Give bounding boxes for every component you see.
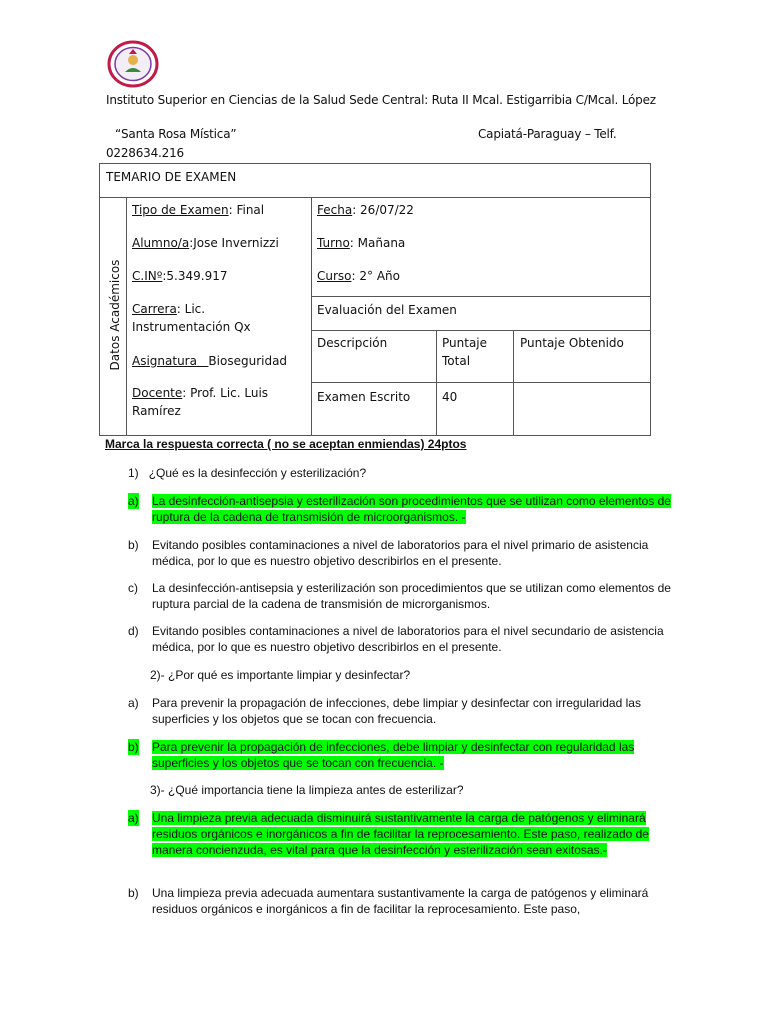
question-1-option-d: d) Evitando posibles contaminaciones a nivel de laboratorios para el nivel secundario de asistencia médica, por lo que es nuestro objetivo describirlos en el presente.	[128, 624, 664, 654]
vertical-label: Datos Académicos	[108, 259, 122, 371]
evaluacion-heading: Evaluación del Examen	[317, 303, 457, 317]
table-title: TEMARIO DE EXAMEN	[106, 170, 237, 184]
question-2-option-b: b) Para prevenir la propagación de infecciones, debe limpiar y desinfectar con regularidad las superficies y los objetos que se tocan con frecuencia. -	[128, 740, 635, 770]
question-1-option-c: c) La desinfección-antisepsia y esterilización son procedimientos que se utilizan como elementos de ruptura parcial de la cadena de transmisión de microrganismos.	[128, 581, 671, 611]
question-text: ¿Qué importancia tiene la limpieza antes de esterilizar?	[168, 783, 464, 797]
fecha: Fecha: 26/07/22	[317, 203, 414, 217]
curso: Curso: 2° Año	[317, 269, 400, 283]
question-number: 1)	[128, 466, 139, 480]
header-name: “Santa Rosa Mística”	[115, 127, 237, 141]
docente: Docente: Prof. Lic. Luis Ramírez	[132, 386, 269, 418]
col-puntaje-total: Puntaje Total	[442, 336, 488, 368]
row-puntaje-total: 40	[442, 390, 458, 404]
question-3	[150, 782, 464, 798]
question-3-option-a: a) Una limpieza previa adecuada disminuirá sustantivamente la carga de patógenos y eliminará residuos orgánicos e inorgánicos a fin de facilitar la reprocesamiento. Este paso, realizado de manera concienzuda, es vital para que la desinfección y esterilización sean exitosas.-	[128, 811, 649, 857]
question-number: 3)-	[150, 783, 165, 797]
header-phone: 0228634.216	[106, 146, 184, 160]
question-text: ¿Qué es la desinfección y esterilización?	[148, 466, 367, 480]
cedula: C.INº:5.349.917	[132, 269, 228, 283]
alumno: Alumno/a:Jose Invernizzi	[132, 236, 279, 250]
question-1-option-b: b) Evitando posibles contaminaciones a nivel de laboratorios para el nivel primario de asistencia médica, por lo que es nuestro objetivo describirlos en el presente.	[128, 538, 649, 568]
header-institution: Instituto Superior en Ciencias de la Salud Sede Central: Ruta II Mcal. Estigarribia C/Mcal. López	[106, 93, 656, 107]
header-location: Capiatá-Paraguay – Telf.	[478, 127, 617, 141]
row-descripcion: Examen Escrito	[317, 390, 411, 404]
turno: Turno: Mañana	[317, 236, 406, 250]
asignatura: Asignatura Bioseguridad	[132, 354, 288, 368]
question-1	[128, 465, 366, 481]
question-2	[150, 667, 410, 683]
institute-logo	[107, 40, 159, 88]
col-puntaje-obtenido: Puntaje Obtenido	[520, 336, 624, 350]
instructions: Marca la respuesta correcta ( no se aceptan enmiendas) 24ptos	[105, 437, 467, 451]
tipo-examen: Tipo de Examen: Final	[132, 203, 265, 217]
question-1-option-a: a) La desinfección-antisepsia y esterilización son procedimientos que se utilizan como elementos de ruptura de la cadena de transmisión de microorganismos. -	[128, 494, 671, 524]
question-3-option-b: b) Una limpieza previa adecuada aumentara sustantivamente la carga de patógenos y eliminará residuos orgánicos e inorgánicos a fin de facilitar la reprocesamiento. Este paso,	[128, 886, 649, 916]
carrera: Carrera: Lic. Instrumentación Qx	[132, 302, 251, 334]
question-number: 2)-	[150, 668, 165, 682]
question-text: ¿Por qué es importante limpiar y desinfectar?	[168, 668, 411, 682]
col-descripcion: Descripción	[317, 336, 388, 350]
question-2-option-a: a) Para prevenir la propagación de infecciones, debe limpiar y desinfectar con irregularidad las superficies y los objetos que se tocan con frecuencia.	[128, 696, 641, 726]
